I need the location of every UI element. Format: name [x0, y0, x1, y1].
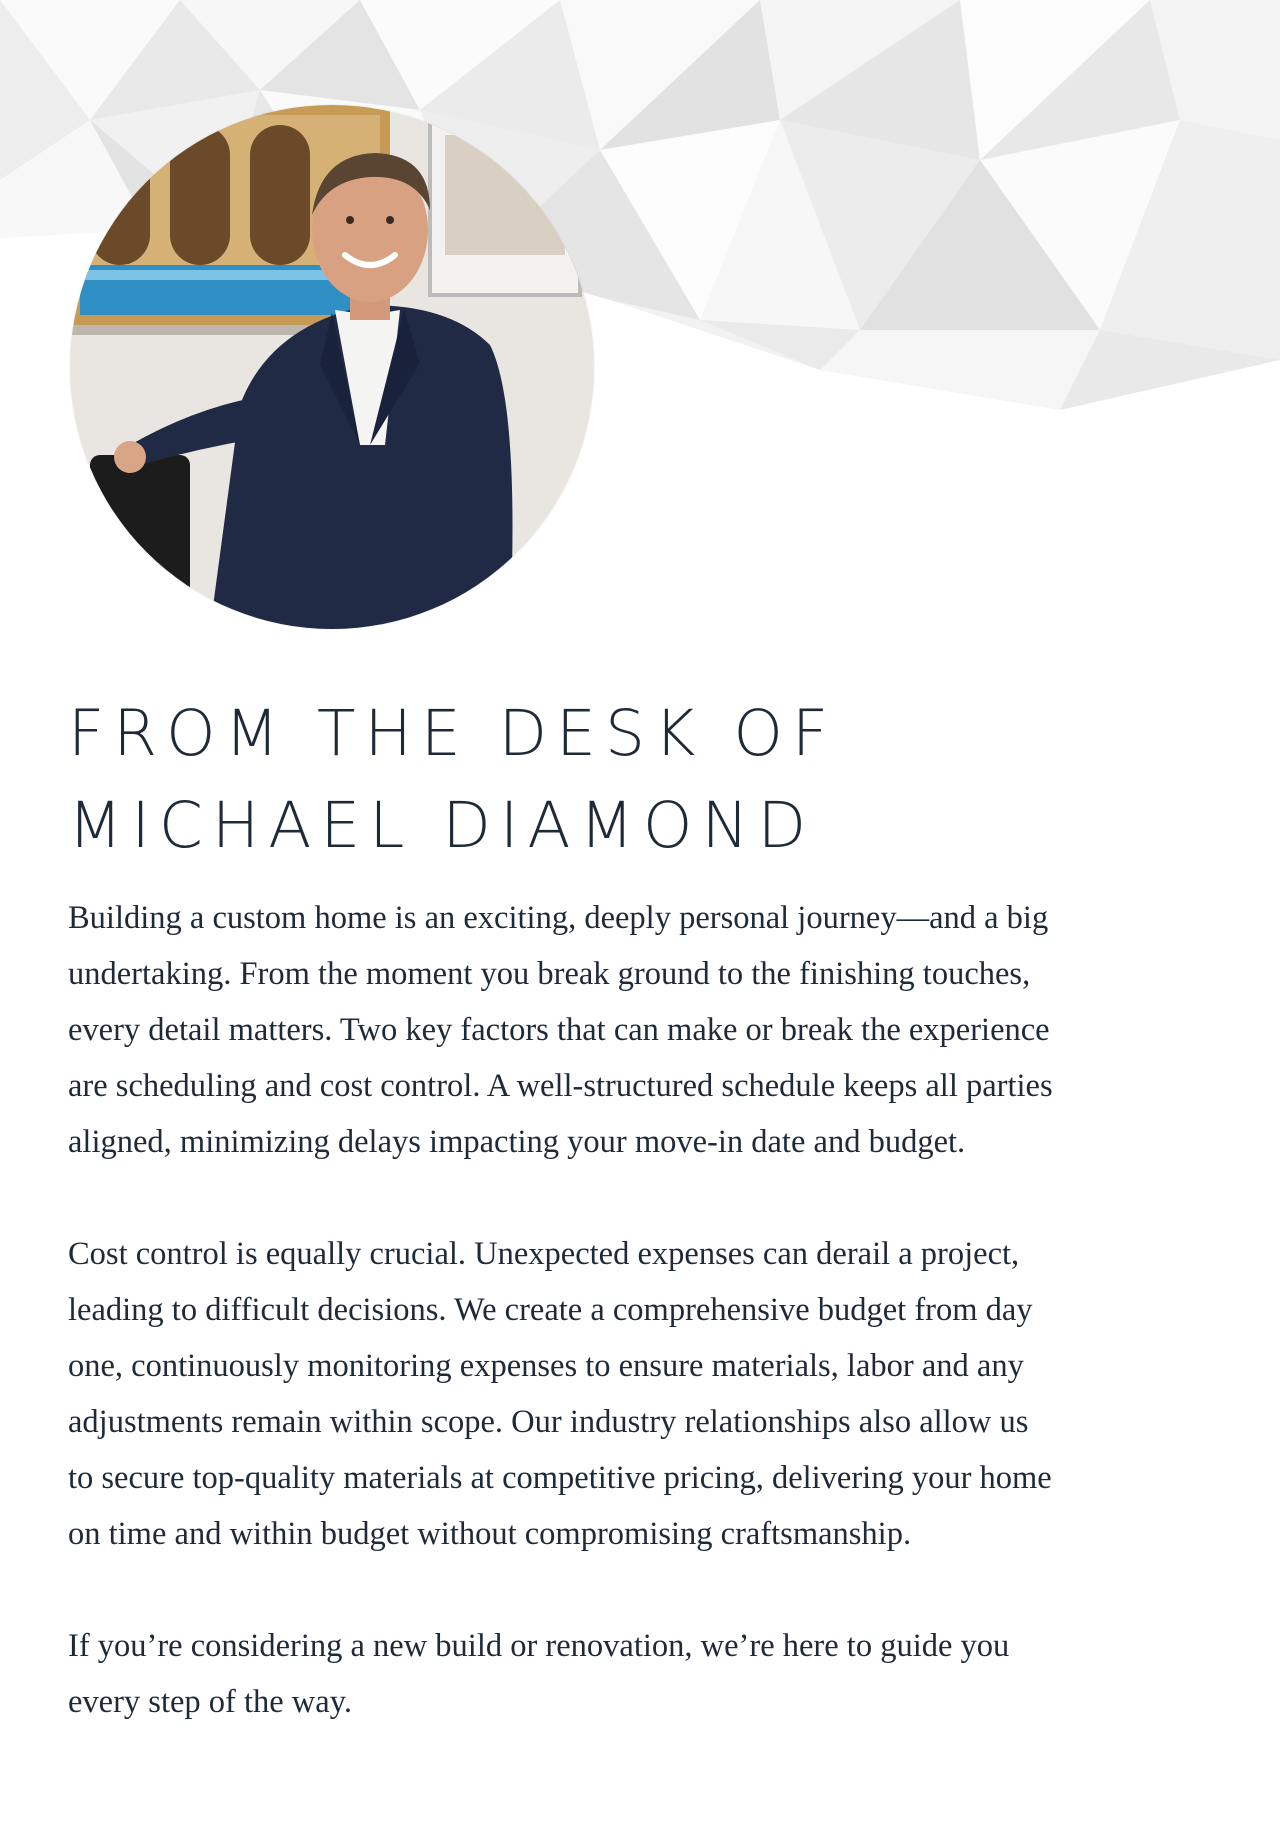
portrait-photo	[70, 105, 594, 629]
paragraph-line: every detail matters. Two key factors that can make or break the experience	[68, 1012, 1050, 1048]
title-line-2: MICHAEL DIAMOND	[68, 789, 816, 862]
paragraph-line: one, continuously monitoring expenses to ensure materials, labor and any	[68, 1348, 1024, 1384]
paragraph-2	[68, 1226, 1198, 1562]
paragraph-line: If you’re considering a new build or renovation, we’re here to guide you	[68, 1628, 1010, 1664]
paragraph-1	[68, 890, 1198, 1170]
paragraph-line: undertaking. From the moment you break ground to the finishing touches,	[68, 956, 1031, 992]
paragraph-line: adjustments remain within scope. Our industry relationships also allow us	[68, 1404, 1029, 1440]
paragraph-line: every step of the way.	[68, 1684, 352, 1720]
letter-body	[68, 890, 1198, 1786]
paragraph-line: aligned, minimizing delays impacting your move-in date and budget.	[68, 1124, 966, 1160]
paragraph-3	[68, 1618, 1198, 1730]
page-title	[68, 688, 1208, 872]
paragraph-line: Cost control is equally crucial. Unexpected expenses can derail a project,	[68, 1236, 1020, 1272]
paragraph-line: are scheduling and cost control. A well-structured schedule keeps all parties	[68, 1068, 1053, 1104]
paragraph-line: on time and within budget without compromising craftsmanship.	[68, 1516, 912, 1552]
paragraph-line: Building a custom home is an exciting, deeply personal journey—and a big	[68, 900, 1049, 936]
paragraph-line: to secure top-quality materials at competitive pricing, delivering your home	[68, 1460, 1052, 1496]
title-line-1: FROM THE DESK OF	[68, 697, 838, 770]
paragraph-line: leading to difficult decisions. We create a comprehensive budget from day	[68, 1292, 1033, 1328]
